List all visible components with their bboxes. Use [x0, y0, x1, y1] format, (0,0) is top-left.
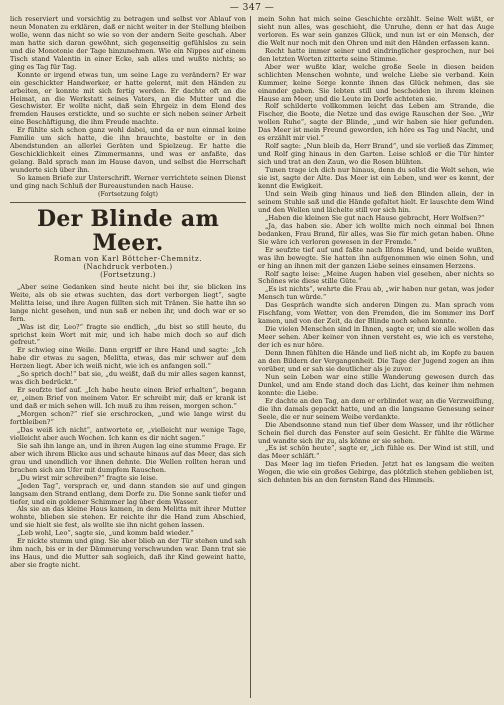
article-paragraph: lich reserviert und vorsichtig zu betragen und selbst vor Ablauf von neun Monaten zu erklären, daß er nicht weiter in der Stellung bleiben wolle, wenn das nicht so wie so von der andern Seite geschah. Aber man hatte sich daran gewöhnt, sich gegenseitig gefühlslos zu sein und die Monotonie der Tage hinzunehmen. Wie ein Nippes auf einem Tisch stand Valentin in einer Ecke, sah alles und wußte nichts; so ging es Tag für Tag. [10, 15, 246, 71]
story-paragraph: Recht hatte immer seiner und eindringlicher gesprochen, nur bei den letzten Worten zitterte seine Stimme. [258, 46, 494, 63]
story-paragraph: „Haben die kleinen Sie gut nach Hause gebracht, Herr Wolfsen?“ [265, 213, 485, 222]
story-paragraph: Das Gespräch wandte sich anderen Dingen zu. Man sprach vom Fischfang, vom Wetter, von den Fremden, die im Sommer ins Dorf kamen, und von der Zeit, da der Blinde noch sehen konnte. [258, 301, 494, 326]
story-paragraph: Er nickte stumm und ging. Sie aber blieb an der Tür stehen und sah ihm nach, bis er in der Dämmerung verschwunden war. Dann trat sie ins Haus, und die Mutter sah sogleich, daß ihr Kind geweint hatte, aber sie fragte nicht. [10, 537, 246, 570]
article-paragraph: Konnte er irgend etwas tun, um seine Lage zu verändern? Er war ein geschickter Handwerker, er hatte gelernt, mit den Händen zu arbeiten, er konnte mit sich fertig werden. Er dachte oft an die Heimat, an die Werkstatt seines Vaters, an die Mutter und die Geschwister. Er wollte nicht, daß sein Ehrgeiz in dem Elend des fremden Hauses erstickte, und so suchte er sich neben seiner Arbeit eine Beschäftigung, die ihm Freude machte. [10, 70, 246, 127]
story-paragraph: Er dachte an den Tag, an dem er erblindet war, an die Verzweiflung, die ihn damals gepackt hatte, und an die langsame Genesung seiner Seele, die er nur seinem Weibe verdankte. [258, 396, 494, 421]
story-paragraph: „Es ist nichts“, wehrte die Frau ab, „wir haben nur getan, was jeder Mensch tun würde.“ [258, 285, 494, 302]
story-paragraph: Die vielen Menschen sind in Ihnen, sagte er, und sie alle wollen das Meer sehen. Aber keiner von ihnen versteht es, wie ich es verstehe, der ich es nur höre. [258, 325, 494, 350]
story-paragraph: Die Abendsonne stand nun tief über dem Wasser, und ihr rötlicher Schein fiel durch das Fenster auf sein Gesicht. Er fühlte die Wärme und wandte sich ihr zu, als könne er sie sehen. [258, 420, 494, 445]
story-continuation-marker: (Fortsetzung.) [100, 270, 156, 279]
story-paragraph: Rolf schilderte vollkommen leicht das Leben am Strande, die Fischer, die Boote, die Netze und das ewige Rauschen der See. „Wir wollen Ruhe“, sagte der Blinde, „und wir haben sie hier gefunden. Das Meer ist mein Freund geworden, ich höre es Tag und Nacht, und es erzählt mir viel.“ [258, 102, 494, 143]
story-note: (Nachdruck verboten.) [83, 262, 173, 271]
story-paragraph: Sie sah ihn lange an, und in ihren Augen lag eine stumme Frage. Er aber wich ihrem Blicke aus und schaute hinaus auf das Meer, das sich grau und unendlich vor ihnen dehnte. Die Wellen rollten heran und brachen sich am Ufer mit dumpfem Rauschen. [10, 441, 246, 474]
story-paragraph: Denn Ihnen fühlten die Hände und ließ nicht ab, im Kopfe zu bauen an den Bildern der Vergangenheit. Die Tage der Jugend zogen an ihm vorüber, und er sah sie deutlicher als je zuvor. [258, 349, 494, 373]
article-paragraph: Er fühlte sich schon ganz wohl dabei, und da er nun einmal keine Familie um sich hatte, die ihn brauchte, bastelte er in den Abendstunden an allerlei Geräten und Spielzeug. Er hatte die Geschicklichkeit eines Zimmermanns, und was er anfaßte, das gelang. Bald sprach man im Hause davon, und selbst die Herrschaft wunderte sich über ihn. [10, 126, 246, 175]
article-paragraph: So kamen Briefe zur Unterschrift. Werner verrichtete seinen Dienst und ging nach Schluß der Bureaustunden nach Hause. [10, 174, 246, 191]
left-column [10, 16, 246, 570]
column-rule [250, 16, 251, 698]
story-paragraph: „Leb wohl, Leo“, sagte sie, „und komm bald wieder.“ [17, 529, 194, 538]
story-paragraph: Und sein Weib ging hinaus und ließ den Blinden allein, der in seinem Stuhle saß und die Hände gefaltet hielt. Er lauschte dem Wind und den Wellen und lächelte still vor sich hin. [258, 189, 494, 214]
story-paragraph: Aber wer wußte klar, welche große Seele in diesen beiden schlichten Menschen wohnte, und welche Liebe sie verband. Kein Kummer, keine Sorge konnte ihnen das Glück nehmen, das sie einander gaben. Sie lebten still und bescheiden in ihrem kleinen Hause am Meer, und die Leute im Dorfe achteten sie. [258, 62, 494, 103]
story-paragraph: Er schwieg eine Weile. Dann ergriff er ihre Hand und sagte: „Ich habe dir etwas zu sagen, Melitta, etwas, das mir schwer auf dem Herzen liegt. Aber ich weiß nicht, wie ich es anfangen soll.“ [10, 346, 246, 371]
story-paragraph: Das Meer lag im tiefen Frieden. Jetzt hat es langsam die weiten Wogen, die wie ein großes Gebirge, das plötzlich stehen geblieben ist, sich dehnten bis an den fernsten Rand des Himmels. [258, 460, 494, 485]
story-paragraph: mein Sohn hat mich seine Geschichte erzählt. Seine Welt wißt, er sieht nun alles, was geschieht, die Unruhe, denn er hat das Auge verloren. Es war sein ganzes Glück, und nun ist er ein Mensch, der die Welt nur noch mit den Ohren und mit den Händen erfassen kann. [258, 15, 494, 47]
story-paragraph: Nun sein Leben war eine stille Wanderung gewesen durch das Dunkel, und am Ende stand doch das Licht, das keiner ihm nehmen konnte: die Liebe. [258, 372, 494, 397]
divider [10, 202, 246, 203]
story-title: Der Blinde am Meer. [36, 205, 220, 256]
story-paragraph: „Du wirst mir schreiben?“ fragte sie leise. [17, 473, 158, 482]
story-paragraph: Er seufzte tief auf. „Ich habe heute einen Brief erhalten“, begann er, „einen Brief von meinem Vater. Er schreibt mir, daß er krank ist und daß er mich sehen will. Ich muß zu ihm reisen, morgen schon.“ [10, 386, 246, 411]
story-paragraph: Als sie an das kleine Haus kamen, in dem Melitta mit ihrer Mutter wohnte, blieben sie stehen. Er reichte ihr die Hand zum Abschied, und sie hielt sie fest, als wollte sie ihn nicht gehen lassen. [10, 505, 246, 530]
story-paragraph: „Aber seine Gedanken sind heute nicht bei ihr, sie blicken ins Weite, als ob sie etwas suchten, das dort verborgen liegt“, sagte Melitta leise, und ihre Augen füllten sich mit Tränen. Sie hatte ihn so lange nicht gesehen, und nun saß er neben ihr, und doch war er so fern. [10, 282, 246, 323]
story-paragraph: Rolf sagte leise: „Meine Augen haben viel gesehen, aber nichts so Schönes wie diese stille Güte.“ [258, 269, 494, 286]
story-paragraph: „So sprich doch!“ bat sie, „du weißt, daß du mir alles sagen kannst, was dich bedrückt.“ [10, 370, 246, 387]
story-paragraph: „Jeden Tag“, versprach er, und dann standen sie auf und gingen langsam den Strand entlang, dem Dorfe zu. Die Sonne sank tiefer und tiefer, und ein goldener Schimmer lag über dem Wasser. [10, 481, 246, 506]
story-paragraph: „Ja, das haben sie. Aber ich wollte mich noch einmal bei Ihnen bedanken, Frau Brand, für alles, was Sie für mich getan haben. Ohne Sie wäre ich verloren gewesen in der Fremde.“ [258, 221, 494, 246]
continuation-note: (Fortsetzung folgt) [98, 190, 158, 198]
story-paragraph: „Das weiß ich nicht“, antwortete er, „vielleicht nur wenige Tage, vielleicht aber auch Wochen. Ich kann es dir nicht sagen.“ [10, 425, 246, 442]
story-author: Roman von Karl Böttcher-Chemnitz. [53, 254, 203, 263]
page-number: — 347 — [229, 3, 275, 13]
story-paragraph: Rolf sagte: „Nun bleib da, Herr Brand“, und sie verließ das Zimmer, und Rolf ging hinaus in den Garten. Leise schloß er die Tür hinter sich und trat an den Zaun, wo die Rosen blühten. [258, 142, 494, 167]
story-paragraph: „Morgen schon?“ rief sie erschrocken, „und wie lange wirst du fortbleiben?“ [10, 410, 246, 426]
right-column [258, 16, 494, 485]
story-paragraph: „Was ist dir, Leo?“ fragte sie endlich, „du bist so still heute, du sprichst kein Wort mit mir, und ich habe mich doch so auf dich gefreut.“ [10, 322, 246, 347]
story-paragraph: Tunen trage ich dich nur hinaus, denn du sollst die Welt sehen, wie sie ist, sagte der Alte. Das Meer ist ein Leben, und wer es kennt, der kennt die Ewigkeit. [258, 166, 494, 191]
story-paragraph: Er seufzte tief auf und faßte nach Ilfons Hand, und beide wußten, was ihn bewegte. Sie hatten ihn aufgenommen wie einen Sohn, und er hing an ihnen mit der ganzen Liebe seines einsamen Herzens. [258, 245, 494, 270]
story-paragraph: „Es ist schön heute“, sagte er, „ich fühle es. Der Wind ist still, und das Meer schläft.“ [258, 444, 494, 461]
